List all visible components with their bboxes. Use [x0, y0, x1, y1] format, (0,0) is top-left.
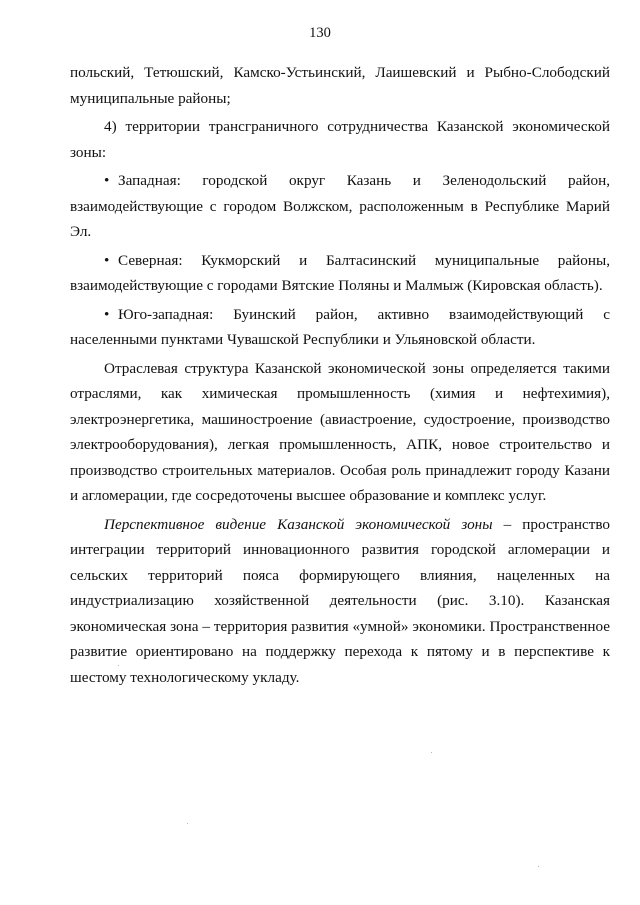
document-body [70, 60, 610, 693]
bullet-icon: • [104, 251, 110, 269]
paragraph-perspective-rest: – пространство интеграции территорий инновационного развития городской агломерации и сельских территорий пояса формирующего влияния, нацеленных на индустриализацию хозяйственной деятельности (рис. 3.10). Казанская экономическая зона – территория развития «умной» экономики. Пространственное развитие ориентировано на поддержку перехода к пятому и в перспективе к шестому технологическому укладу. [70, 515, 611, 686]
bullet-item-west [70, 168, 610, 245]
paragraph-district-list-end: польский, Тетюшский, Камско-Устьинский, Лаишевский и Рыбно-Слободский муниципальные районы; [70, 64, 610, 107]
paragraph-cross-border-heading: 4) территории трансграничного сотрудничества Казанской экономической зоны: [70, 118, 610, 161]
page-number: 130 [309, 25, 331, 41]
bullet-text-west: Западная: городской округ Казань и Зеленодольский район, взаимодействующие с городом Волжском, расположенным в Республике Марий Эл. [70, 172, 610, 240]
bullet-text-north: Северная: Кукморский и Балтасинский муниципальные районы, взаимодействующие с городами Вятские Поляны и Малмыж (Кировская область). [70, 251, 610, 294]
scan-speck [187, 823, 188, 824]
bullet-item-southwest [70, 302, 610, 353]
paragraph-industry-structure: Отраслевая структура Казанской экономической зоны определяется такими отраслями, как химическая промышленность (химия и нефтехимия), электроэнергетика, машиностроение (авиастроение, судостроение, производство электрооборудования), легкая промышленность, АПК, новое строительство и производство строительных материалов. Особая роль принадлежит городу Казани и агломерации, где сосредоточены высшее образование и комплекс услуг. [70, 359, 610, 504]
emphasis-text: Перспективное видение Казанской экономической зоны [104, 515, 493, 533]
paragraph-perspective-vision [70, 512, 610, 691]
bullet-text-southwest: Юго-западная: Буинский район, активно взаимодействующий с населенными пунктами Чувашской Республики и Ульяновской области. [70, 305, 610, 348]
bullet-item-north [70, 248, 610, 299]
bullet-icon: • [104, 305, 110, 323]
scan-speck [118, 665, 119, 666]
scan-speck [538, 866, 539, 867]
bullet-icon: • [104, 172, 110, 189]
scan-speck [431, 752, 432, 753]
